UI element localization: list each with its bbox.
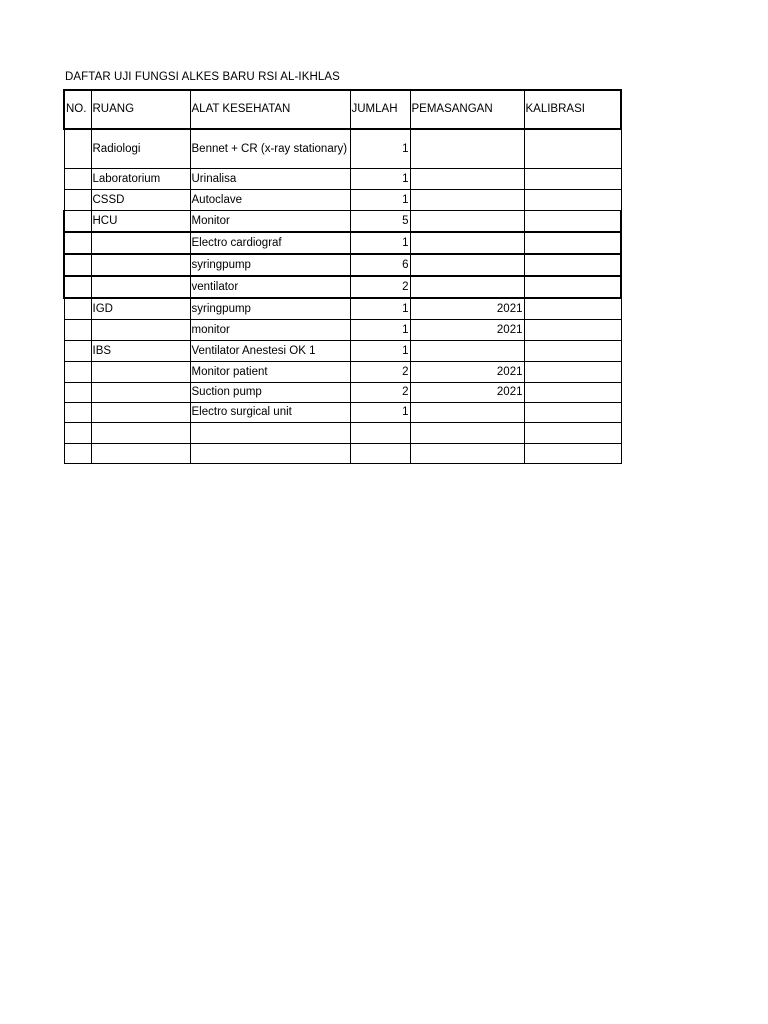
cell-pemasangan — [410, 403, 524, 423]
header-row — [64, 90, 621, 129]
cell-no — [64, 320, 91, 341]
cell-alat-kesehatan — [190, 444, 350, 464]
cell-kalibrasi — [524, 341, 621, 362]
cell-kalibrasi — [524, 190, 621, 211]
table-row — [64, 232, 621, 254]
cell-alat-kesehatan: ventilator — [190, 276, 350, 298]
table-row — [64, 403, 621, 423]
cell-alat-kesehatan: Electro surgical unit — [190, 403, 350, 423]
cell-no — [64, 129, 91, 169]
cell-kalibrasi — [524, 362, 621, 383]
cell-no — [64, 232, 91, 254]
header-alat-kesehatan: ALAT KESEHATAN — [190, 90, 350, 129]
header-pemasangan: PEMASANGAN — [410, 90, 524, 129]
equipment-table — [63, 89, 622, 464]
cell-jumlah: 1 — [350, 298, 410, 320]
cell-ruang: Laboratorium — [91, 169, 190, 190]
cell-pemasangan — [410, 444, 524, 464]
table-row — [64, 129, 621, 169]
header-no: NO. — [64, 90, 91, 129]
cell-kalibrasi — [524, 298, 621, 320]
cell-ruang — [91, 276, 190, 298]
header-ruang: RUANG — [91, 90, 190, 129]
table-row — [64, 190, 621, 211]
cell-jumlah: 1 — [350, 341, 410, 362]
cell-alat-kesehatan: Autoclave — [190, 190, 350, 211]
cell-pemasangan: 2021 — [410, 320, 524, 341]
cell-no — [64, 169, 91, 190]
cell-alat-kesehatan: syringpump — [190, 254, 350, 276]
cell-ruang — [91, 403, 190, 423]
cell-jumlah: 2 — [350, 362, 410, 383]
cell-no — [64, 383, 91, 403]
cell-alat-kesehatan: Ventilator Anestesi OK 1 — [190, 341, 350, 362]
table-row — [64, 298, 621, 320]
cell-jumlah — [350, 444, 410, 464]
cell-jumlah: 1 — [350, 232, 410, 254]
cell-ruang: HCU — [91, 211, 190, 233]
cell-pemasangan — [410, 129, 524, 169]
cell-alat-kesehatan: Monitor patient — [190, 362, 350, 383]
cell-kalibrasi — [524, 320, 621, 341]
cell-alat-kesehatan: monitor — [190, 320, 350, 341]
cell-alat-kesehatan: syringpump — [190, 298, 350, 320]
cell-no — [64, 341, 91, 362]
cell-kalibrasi — [524, 383, 621, 403]
cell-kalibrasi — [524, 211, 621, 233]
cell-pemasangan — [410, 254, 524, 276]
cell-jumlah — [350, 423, 410, 444]
table-row — [64, 169, 621, 190]
table-row — [64, 254, 621, 276]
cell-alat-kesehatan: Bennet + CR (x-ray stationary) — [190, 129, 350, 169]
cell-pemasangan — [410, 341, 524, 362]
cell-jumlah: 5 — [350, 211, 410, 233]
cell-pemasangan: 2021 — [410, 298, 524, 320]
cell-kalibrasi — [524, 444, 621, 464]
cell-ruang — [91, 383, 190, 403]
cell-ruang — [91, 444, 190, 464]
cell-no — [64, 423, 91, 444]
cell-pemasangan — [410, 232, 524, 254]
cell-no — [64, 190, 91, 211]
cell-pemasangan: 2021 — [410, 383, 524, 403]
cell-jumlah: 1 — [350, 129, 410, 169]
cell-ruang — [91, 423, 190, 444]
cell-jumlah: 1 — [350, 190, 410, 211]
cell-ruang: Radiologi — [91, 129, 190, 169]
cell-pemasangan — [410, 423, 524, 444]
cell-ruang — [91, 362, 190, 383]
cell-alat-kesehatan: Urinalisa — [190, 169, 350, 190]
cell-jumlah: 6 — [350, 254, 410, 276]
cell-ruang: CSSD — [91, 190, 190, 211]
cell-no — [64, 362, 91, 383]
document-title: DAFTAR UJI FUNGSI ALKES BARU RSI AL-IKHLAS — [65, 71, 340, 83]
cell-ruang — [91, 320, 190, 341]
cell-kalibrasi — [524, 232, 621, 254]
cell-jumlah: 1 — [350, 169, 410, 190]
table-row — [64, 276, 621, 298]
cell-ruang — [91, 254, 190, 276]
cell-alat-kesehatan: Monitor — [190, 211, 350, 233]
table-row — [64, 320, 621, 341]
header-kalibrasi: KALIBRASI — [524, 90, 621, 129]
cell-ruang — [91, 232, 190, 254]
cell-pemasangan: 2021 — [410, 362, 524, 383]
table-row — [64, 341, 621, 362]
table-row — [64, 423, 621, 444]
cell-pemasangan — [410, 169, 524, 190]
cell-jumlah: 1 — [350, 320, 410, 341]
cell-jumlah: 2 — [350, 383, 410, 403]
cell-pemasangan — [410, 190, 524, 211]
cell-ruang: IBS — [91, 341, 190, 362]
table-row — [64, 211, 621, 233]
cell-alat-kesehatan: Electro cardiograf — [190, 232, 350, 254]
cell-kalibrasi — [524, 129, 621, 169]
cell-kalibrasi — [524, 254, 621, 276]
cell-no — [64, 254, 91, 276]
cell-pemasangan — [410, 211, 524, 233]
cell-no — [64, 211, 91, 233]
header-jumlah: JUMLAH — [350, 90, 410, 129]
table-body — [64, 129, 621, 464]
cell-no — [64, 403, 91, 423]
cell-kalibrasi — [524, 403, 621, 423]
table-row — [64, 362, 621, 383]
cell-no — [64, 444, 91, 464]
cell-kalibrasi — [524, 423, 621, 444]
table-row — [64, 383, 621, 403]
cell-pemasangan — [410, 276, 524, 298]
table-row — [64, 444, 621, 464]
cell-no — [64, 298, 91, 320]
cell-alat-kesehatan — [190, 423, 350, 444]
cell-ruang: IGD — [91, 298, 190, 320]
cell-alat-kesehatan: Suction pump — [190, 383, 350, 403]
cell-jumlah: 1 — [350, 403, 410, 423]
cell-jumlah: 2 — [350, 276, 410, 298]
cell-no — [64, 276, 91, 298]
cell-kalibrasi — [524, 169, 621, 190]
cell-kalibrasi — [524, 276, 621, 298]
